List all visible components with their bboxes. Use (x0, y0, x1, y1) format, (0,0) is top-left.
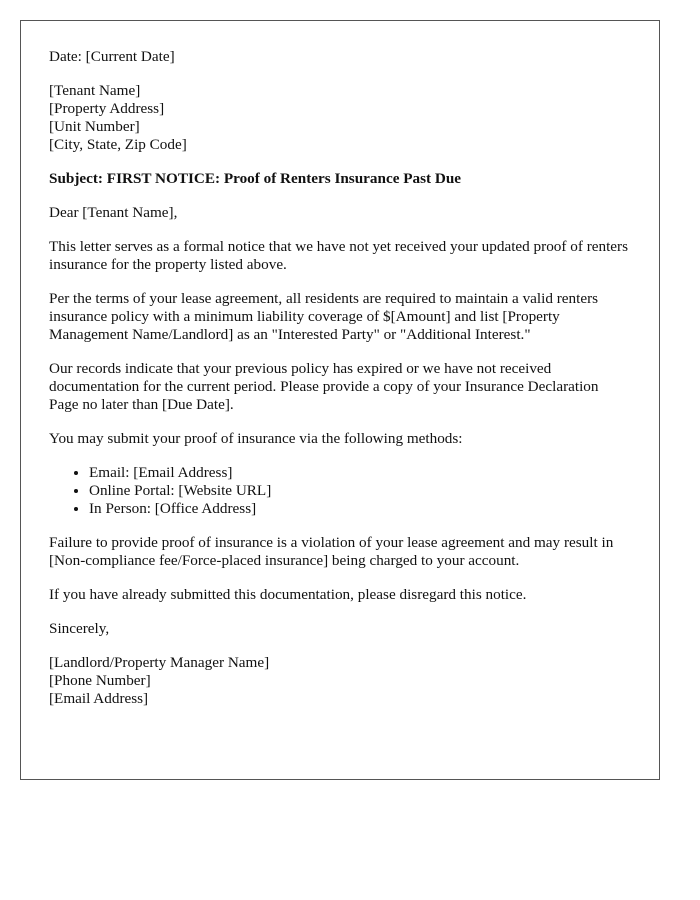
body-paragraph-failure-warning: Failure to provide proof of insurance is a violation of your lease agreement and may result in [Non-compliance fee/Force-placed insurance] being charged to your account. (49, 534, 614, 569)
recipient-name: [Tenant Name] (49, 82, 141, 99)
recipient-city-state-zip: [City, State, Zip Code] (49, 136, 187, 153)
body-paragraph-records: Our records indicate that your previous policy has expired or we have not received documentation for the current period. Please provide a copy of your Insurance Declaration Page no later than [Due Date]. (49, 360, 599, 413)
list-item-email: • Email: [Email Address] (89, 464, 631, 482)
subject-line: Subject: FIRST NOTICE: Proof of Renters Insurance Past Due (49, 170, 462, 187)
list-item-online-portal: • Online Portal: [Website URL] (89, 482, 631, 500)
signature-block (49, 654, 631, 708)
body-paragraph-disregard: If you have already submitted this documentation, please disregard this notice. (49, 586, 527, 603)
signature-email: [Email Address] (49, 690, 149, 707)
body-paragraph-submit-methods: You may submit your proof of insurance via the following methods: (49, 430, 463, 447)
signature-phone: [Phone Number] (49, 672, 151, 689)
signature-name: [Landlord/Property Manager Name] (49, 654, 270, 671)
signoff: Sincerely, (49, 620, 110, 637)
list-item-in-person: • In Person: [Office Address] (89, 500, 631, 518)
salutation: Dear [Tenant Name], (49, 204, 178, 221)
recipient-address-block (49, 82, 631, 154)
body-paragraph-notice: This letter serves as a formal notice that we have not yet received your updated proof of renters insurance for the property listed above. (49, 238, 629, 273)
recipient-property-address: [Property Address] (49, 100, 165, 117)
letter-page (20, 20, 660, 780)
recipient-unit-number: [Unit Number] (49, 118, 140, 135)
submission-methods-list (49, 464, 631, 518)
date-line: Date: [Current Date] (49, 48, 175, 65)
body-paragraph-lease-terms: Per the terms of your lease agreement, all residents are required to maintain a valid renters insurance policy with a minimum liability coverage of $[Amount] and list [Property Management Name/Landlord] as an "Interested Party" or "Additional Interest." (49, 290, 599, 343)
